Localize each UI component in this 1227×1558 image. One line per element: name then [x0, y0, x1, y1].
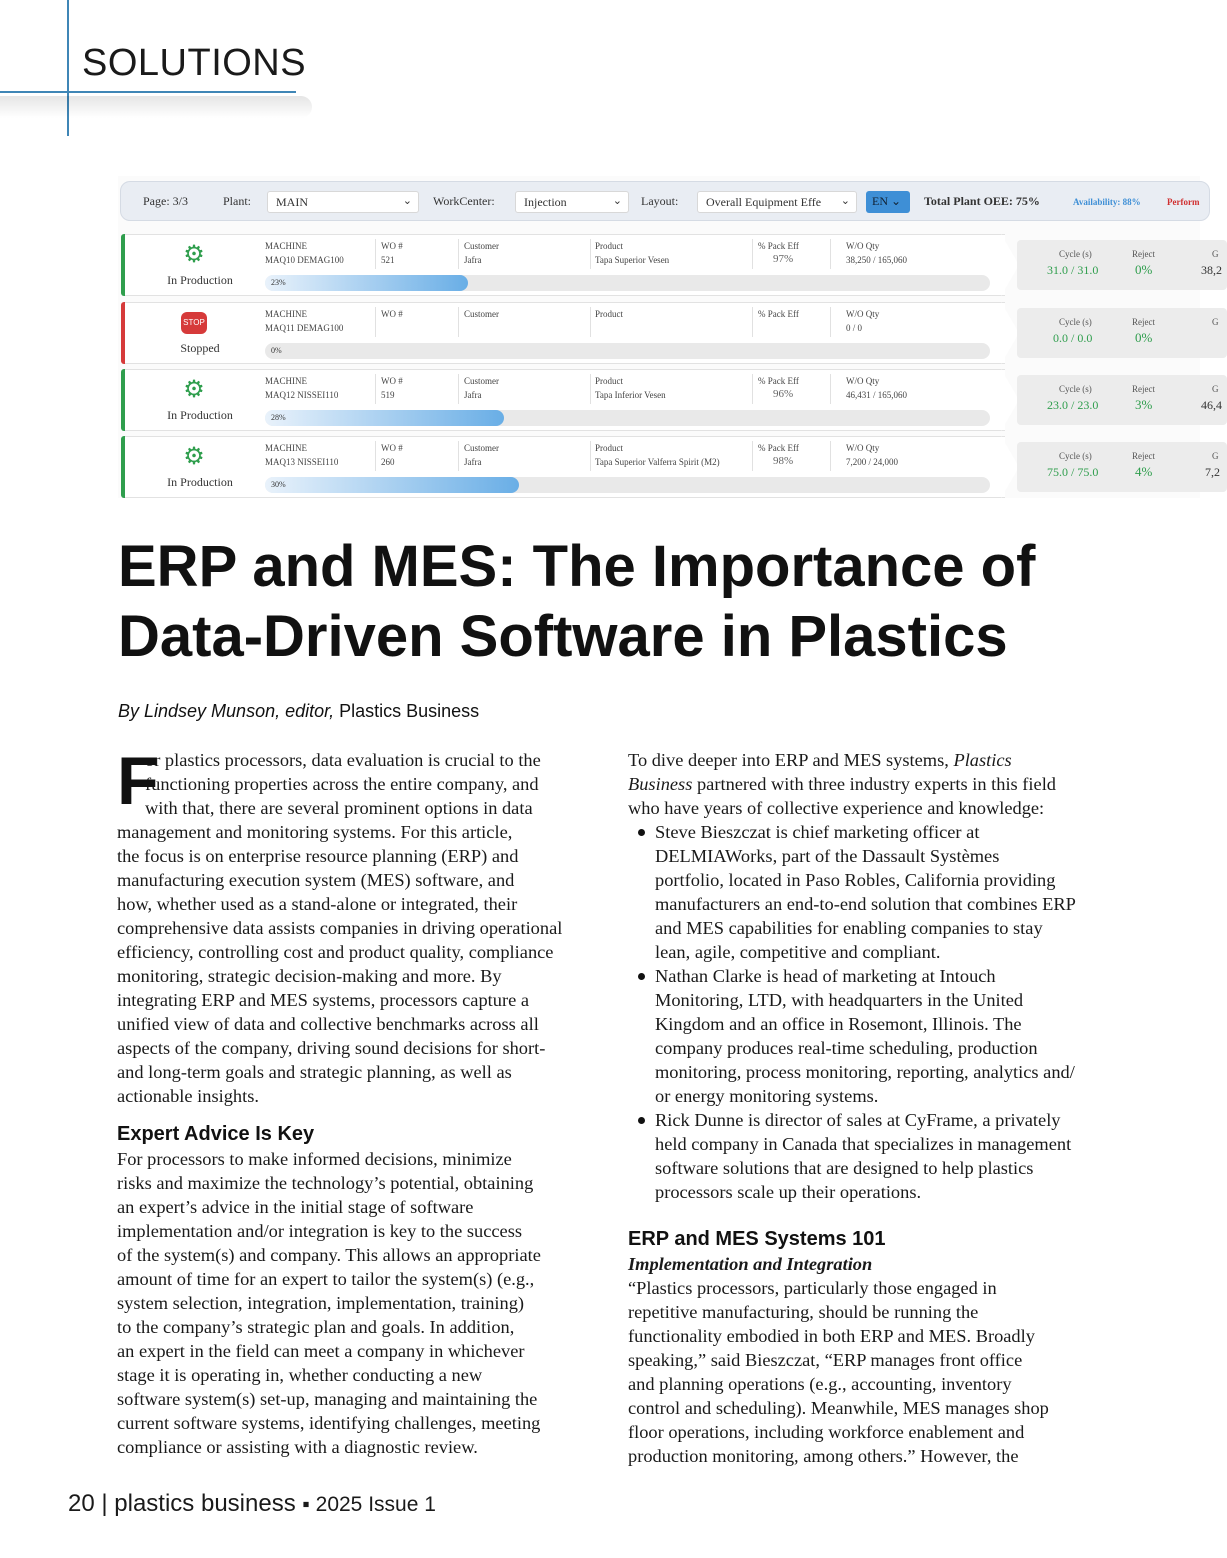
divider [458, 374, 459, 404]
divider [752, 307, 753, 337]
section-rule-horizontal [0, 91, 296, 93]
reject-label: Reject [1132, 451, 1155, 461]
erp-paragraph [628, 1276, 1118, 1468]
text-line: an expert’s advice in the initial stage of software [117, 1197, 474, 1217]
headline-line-1: ERP and MES: The Importance of [118, 534, 1036, 599]
text-line: company produces real-time scheduling, production [655, 1038, 1038, 1058]
divider [752, 441, 753, 471]
reject-value: 0% [1135, 330, 1153, 345]
text-line: management and monitoring systems. For this article, [117, 822, 513, 842]
total-plant-oee: Total Plant OEE: 75% [924, 194, 1040, 208]
divider [590, 239, 591, 269]
workcenter-label: WorkCenter: [433, 194, 495, 208]
language-select[interactable]: EN ⌄ [866, 191, 910, 213]
text-line: who have years of collective experience and knowledge: [628, 798, 1045, 818]
text-line: functioning properties across the entire company, and [145, 774, 539, 794]
text-line: and planning operations (e.g., accounting, inventory [628, 1374, 1012, 1394]
customer-value: Jafra [464, 390, 482, 400]
issue-label: 2025 Issue 1 [309, 1493, 436, 1516]
text-line: the focus is on enterprise resource planning (ERP) and [117, 846, 519, 866]
workcenter-select[interactable]: Injection ⌄ [515, 191, 629, 213]
machine-card [125, 302, 1005, 364]
text-line: production monitoring, among others.” However, the [628, 1446, 1019, 1466]
gear-icon: ⚙ [183, 377, 205, 403]
product-value: Tapa Inferior Vesen [595, 390, 666, 400]
progress-bar [265, 275, 990, 291]
progress-text: 0% [271, 346, 282, 355]
wo-qty-value: 7,200 / 24,000 [846, 457, 899, 467]
wo-number: 521 [381, 255, 395, 265]
text-line: implementation and/or integration is key to the success [117, 1221, 523, 1241]
article-column-right [628, 748, 1118, 1468]
text-line: Kingdom and an office in Rosemont, Illinois. The [655, 1014, 1022, 1034]
customer-label: Customer [464, 309, 499, 319]
text-line: held company in Canada that specializes in management [655, 1134, 1072, 1154]
text-run-italic: Plastics [953, 750, 1012, 770]
product-label: Product [595, 376, 623, 386]
good-label: G [1212, 249, 1219, 259]
cycle-value: 0.0 / 0.0 [1053, 331, 1093, 345]
wo-qty-label: W/O Qty [846, 241, 880, 251]
layout-select[interactable]: Overall Equipment Effe ⌄ [697, 191, 857, 213]
machine-name: MAQ13 NISSEI110 [265, 457, 339, 467]
machine-label: MACHINE [265, 443, 307, 453]
pack-eff-value: 98% [773, 455, 794, 467]
text-line: Steve Bieszczat is chief marketing officer at [655, 822, 980, 842]
pack-eff-label: % Pack Eff [758, 376, 799, 386]
text-line: repetitive manufacturing, should be running the [628, 1302, 979, 1322]
machine-card [125, 436, 1005, 498]
customer-label: Customer [464, 241, 499, 251]
wo-qty-value: 0 / 0 [846, 323, 863, 333]
text-line: DELMIAWorks, part of the Dassault Systèmes [655, 846, 1000, 866]
page-number: 20 [68, 1490, 95, 1517]
page-footer [68, 1490, 436, 1518]
machine-label: MACHINE [265, 241, 307, 251]
cycle-label: Cycle (s) [1059, 249, 1092, 259]
status-text: In Production [167, 408, 233, 422]
text-line: software solutions that are designed to help plastics [655, 1158, 1034, 1178]
pack-eff-label: % Pack Eff [758, 443, 799, 453]
machine-row[interactable] [121, 234, 1222, 296]
divider [375, 441, 376, 471]
divider [830, 239, 831, 269]
text-line: manufacturers an end-to-end solution that combines ERP [655, 894, 1076, 914]
text-line: aspects of the company, driving sound decisions for short- [117, 1038, 546, 1058]
status-text: In Production [167, 273, 233, 287]
wo-qty-label: W/O Qty [846, 443, 880, 453]
subhead-expert-advice: Expert Advice Is Key [117, 1123, 315, 1145]
chevron-down-icon: ⌄ [840, 195, 850, 207]
text-line: comprehensive data assists companies in driving operational [117, 918, 563, 938]
progress-bar [265, 410, 990, 426]
customer-value: Jafra [464, 255, 482, 265]
wo-qty-label: W/O Qty [846, 376, 880, 386]
layout-label: Layout: [641, 194, 679, 208]
wo-label: WO # [381, 241, 403, 251]
divider [752, 374, 753, 404]
divider [752, 239, 753, 269]
progress-fill [265, 275, 468, 291]
progress-fill [265, 410, 504, 426]
article-headline [118, 532, 1098, 672]
bullet-icon [638, 973, 645, 980]
byline-publication: Plastics Business [334, 701, 480, 721]
byline [118, 701, 479, 722]
kpi-panel [1017, 240, 1227, 290]
bullet-icon [638, 1117, 645, 1124]
divider [590, 441, 591, 471]
text-line: current software systems, identifying challenges, meeting [117, 1413, 541, 1433]
text-line: how, whether used as a stand-alone or integrated, their [117, 894, 518, 914]
kpi-panel [1017, 442, 1227, 492]
wo-qty-value: 38,250 / 165,060 [846, 255, 908, 265]
section-title: SOLUTIONS [82, 42, 307, 84]
text-run-italic: Business [628, 774, 693, 794]
expert-bullet [628, 820, 1118, 964]
status-text: Stopped [180, 341, 220, 355]
text-line: control and scheduling). Meanwhile, MES manages shop [628, 1398, 1049, 1418]
divider [590, 374, 591, 404]
wo-number: 260 [381, 457, 395, 467]
text-line: Rick Dunne is director of sales at CyFrame, a privately [655, 1110, 1061, 1130]
page-indicator: Page: 3/3 [143, 194, 188, 208]
divider [458, 307, 459, 337]
text-run: partnered with three industry experts in this field [692, 774, 1057, 794]
text-line: system selection, integration, implementation, training) [117, 1293, 525, 1313]
divider [375, 374, 376, 404]
text-line: stage it is operating in, whether conducting a new [117, 1365, 483, 1385]
plant-select[interactable]: MAIN ⌄ [267, 191, 419, 213]
wo-label: WO # [381, 376, 403, 386]
cycle-label: Cycle (s) [1059, 384, 1092, 394]
pack-eff-label: % Pack Eff [758, 309, 799, 319]
divider [458, 239, 459, 269]
performance-value: Perform [1167, 197, 1200, 207]
gear-icon: ⚙ [183, 242, 205, 268]
progress-text: 23% [271, 278, 286, 287]
progress-fill [265, 477, 519, 493]
stop-sign-text: STOP [181, 312, 207, 334]
experts-intro-paragraph [628, 748, 1118, 820]
good-label: G [1212, 317, 1219, 327]
text-line: actionable insights. [117, 1086, 259, 1106]
cycle-value: 23.0 / 23.0 [1047, 398, 1099, 412]
square-bullet-icon: ▪ [302, 1493, 310, 1516]
text-line: Monitoring, LTD, with headquarters in the United [655, 990, 1024, 1010]
availability-value: Availability: 88% [1073, 197, 1141, 207]
subsubhead-implementation: Implementation and Integration [628, 1254, 873, 1274]
text-line: lean, agile, competitive and compliant. [655, 942, 941, 962]
divider [830, 374, 831, 404]
progress-bar [265, 343, 990, 359]
dashboard-toolbar [120, 181, 1210, 221]
good-label: G [1212, 384, 1219, 394]
pack-eff-value: 97% [773, 253, 794, 265]
text-line: with that, there are several prominent options in data [145, 798, 533, 818]
customer-label: Customer [464, 443, 499, 453]
expert-paragraph [117, 1147, 602, 1459]
subhead-systems-101: ERP and MES Systems 101 [628, 1228, 886, 1250]
wo-label: WO # [381, 443, 403, 453]
cycle-label: Cycle (s) [1059, 317, 1092, 327]
gear-icon: ⚙ [183, 444, 205, 470]
machine-name: MAQ11 DEMAG100 [265, 323, 344, 333]
text-run: To dive deeper into ERP and MES systems, [628, 750, 954, 770]
headline-line-2: Data-Driven Software in Plastics [118, 604, 1008, 669]
reject-value: 0% [1135, 262, 1153, 277]
good-label: G [1212, 451, 1219, 461]
machine-card [125, 369, 1005, 431]
divider [375, 307, 376, 337]
text-line: Nathan Clarke is head of marketing at Intouch [655, 966, 996, 986]
machine-name: MAQ10 DEMAG100 [265, 255, 344, 265]
progress-text: 28% [271, 413, 286, 422]
reject-label: Reject [1132, 317, 1155, 327]
machine-row[interactable] [121, 369, 1222, 431]
mes-dashboard-screenshot [118, 176, 1222, 498]
cycle-value: 31.0 / 31.0 [1047, 263, 1099, 277]
progress-bar [265, 477, 990, 493]
text-line: or energy monitoring systems. [655, 1086, 879, 1106]
text-line: an expert in the field can meet a company in whichever [117, 1341, 525, 1361]
product-value: Tapa Superior Vesen [595, 255, 670, 265]
customer-value: Jafra [464, 457, 482, 467]
divider [830, 307, 831, 337]
machine-name: MAQ12 NISSEI110 [265, 390, 339, 400]
expert-bullet [628, 964, 1118, 1108]
text-line: unified view of data and collective benchmarks across all [117, 1014, 539, 1034]
byline-author: By Lindsey Munson, editor, [118, 701, 335, 721]
expert-bullet [628, 1108, 1118, 1204]
text-line: amount of time for an expert to tailor the system(s) (e.g., [117, 1269, 535, 1289]
wo-qty-label: W/O Qty [846, 309, 880, 319]
section-shadow [0, 96, 312, 118]
divider [375, 239, 376, 269]
divider [458, 441, 459, 471]
product-label: Product [595, 241, 623, 251]
text-line: to the company’s strategic plan and goals. In addition, [117, 1317, 515, 1337]
reject-value: 3% [1135, 397, 1153, 412]
publication-name: | plastics business [94, 1490, 303, 1517]
progress-text: 30% [271, 480, 286, 489]
intro-paragraph [117, 743, 602, 1108]
machine-card [125, 234, 1005, 296]
customer-label: Customer [464, 376, 499, 386]
text-line: portfolio, located in Paso Robles, California providing [655, 870, 1056, 890]
wo-qty-value: 46,431 / 165,060 [846, 390, 908, 400]
wo-number: 519 [381, 390, 395, 400]
kpi-panel [1017, 375, 1227, 425]
kpi-panel [1017, 308, 1227, 358]
status-text: In Production [167, 475, 233, 489]
good-value: 46,4 [1201, 398, 1222, 412]
cycle-label: Cycle (s) [1059, 451, 1092, 461]
machine-label: MACHINE [265, 309, 307, 319]
article-column-left [117, 743, 602, 1459]
text-line: processors scale up their operations. [655, 1182, 922, 1202]
text-line: compliance or assisting with a diagnostic review. [117, 1437, 478, 1457]
good-value: 38,2 [1201, 263, 1222, 277]
cycle-value: 75.0 / 75.0 [1047, 465, 1099, 479]
reject-label: Reject [1132, 249, 1155, 259]
text-line: and MES capabilities for enabling companies to stay [655, 918, 1043, 938]
pack-eff-value: 96% [773, 388, 794, 400]
text-line: and long-term goals and strategic planning, as well as [117, 1062, 512, 1082]
stop-sign-icon [181, 312, 207, 334]
chevron-down-icon: ⌄ [612, 195, 622, 207]
text-line: monitoring, strategic decision-making and more. By [117, 966, 502, 986]
text-line: or plastics processors, data evaluation is crucial to the [145, 750, 541, 770]
text-line: risks and maximize the technology’s potential, obtaining [117, 1173, 534, 1193]
text-line: monitoring, process monitoring, reporting, analytics and/ [655, 1062, 1075, 1082]
reject-label: Reject [1132, 384, 1155, 394]
text-line: functionality embodied in both ERP and MES. Broadly [628, 1326, 1035, 1346]
text-line: speaking,” said Bieszczat, “ERP manages front office [628, 1350, 1023, 1370]
machine-row[interactable] [121, 302, 1219, 364]
product-value: Tapa Superior Valferra Spirit (M2) [595, 457, 720, 467]
wo-label: WO # [381, 309, 403, 319]
text-line: manufacturing execution system (MES) software, and [117, 870, 515, 890]
machine-row[interactable] [121, 436, 1220, 498]
text-line: For processors to make informed decisions, minimize [117, 1149, 512, 1169]
product-label: Product [595, 309, 623, 319]
divider [830, 441, 831, 471]
pack-eff-label: % Pack Eff [758, 241, 799, 251]
divider [590, 307, 591, 337]
text-line: floor operations, including workforce enablement and [628, 1422, 1025, 1442]
chevron-down-icon: ⌄ [402, 195, 412, 207]
machine-label: MACHINE [265, 376, 307, 386]
good-value: 7,2 [1205, 465, 1220, 479]
reject-value: 4% [1135, 464, 1153, 479]
text-line: “Plastics processors, particularly those engaged in [628, 1278, 997, 1298]
text-line: software system(s) set-up, managing and maintaining the [117, 1389, 538, 1409]
product-label: Product [595, 443, 623, 453]
drop-cap: F [117, 743, 159, 819]
bullet-icon [638, 829, 645, 836]
text-line: integrating ERP and MES systems, processors capture a [117, 990, 530, 1010]
text-line: of the system(s) and company. This allows an appropriate [117, 1245, 541, 1265]
text-line: efficiency, controlling cost and product quality, compliance [117, 942, 554, 962]
plant-label: Plant: [223, 194, 252, 208]
